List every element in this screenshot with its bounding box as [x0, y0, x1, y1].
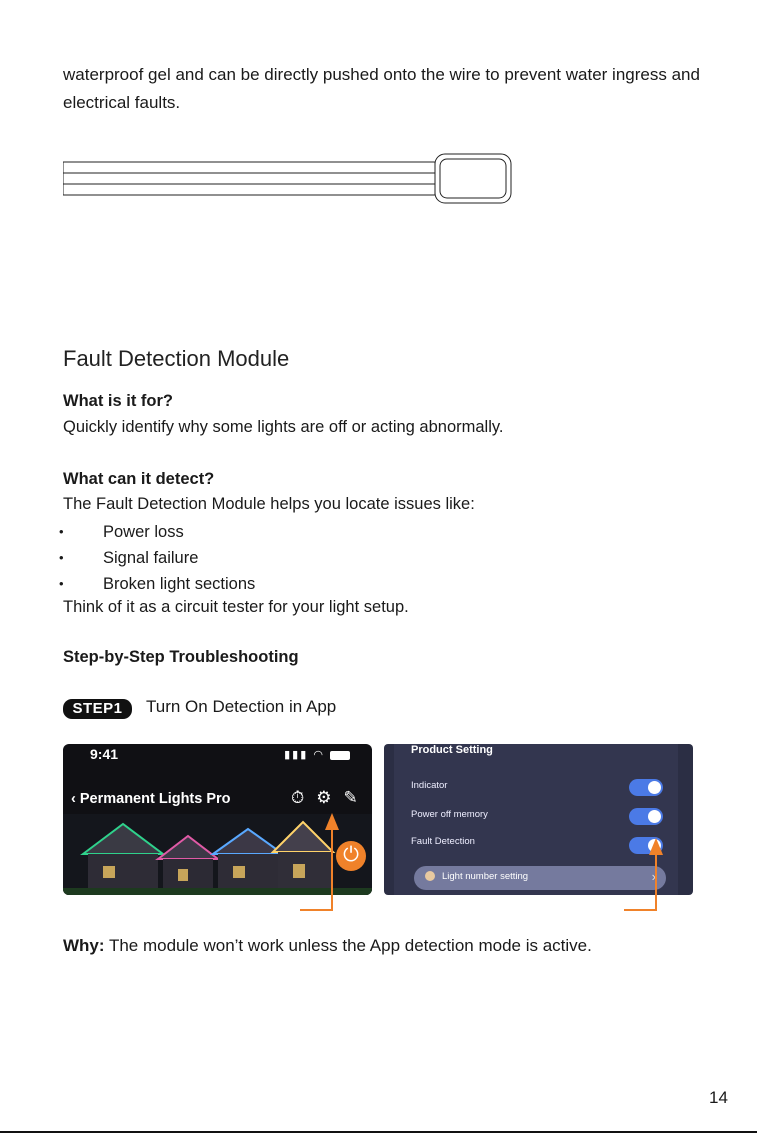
signal-icon: ▮▮▮: [284, 749, 309, 761]
intro-paragraph: waterproof gel and can be directly pushed onto the wire to prevent water ingress and electrical faults.: [63, 65, 700, 112]
cable-connector-diagram: [63, 153, 513, 205]
list-item: • Power loss: [63, 519, 255, 545]
detect-outro: Think of it as a circuit tester for your light setup.: [63, 598, 409, 616]
light-number-label: Light number setting: [442, 871, 529, 882]
question-heading-purpose: What is it for?: [63, 392, 173, 410]
step-badge: STEP1: [63, 699, 132, 719]
setting-label-power-off-memory: Power off memory: [411, 809, 488, 820]
power-icon[interactable]: ⏻: [336, 841, 366, 871]
setting-label-fault-detection: Fault Detection: [411, 836, 475, 847]
callout-arrows: [0, 740, 757, 920]
edit-pencil-icon[interactable]: ✎: [343, 788, 370, 807]
setting-label-indicator: Indicator: [411, 780, 448, 791]
settings-title: Product Setting: [411, 744, 493, 756]
list-item: • Broken light sections: [63, 571, 255, 597]
why-label: Why:: [63, 936, 105, 955]
page-number: 14: [709, 1088, 728, 1107]
back-chevron-icon[interactable]: ‹: [71, 791, 80, 807]
app-title: Permanent Lights Pro: [79, 791, 231, 807]
wifi-icon: ◠: [313, 749, 325, 761]
detect-intro: The Fault Detection Module helps you locate issues like:: [63, 495, 475, 513]
step-title: Turn On Detection in App: [146, 697, 337, 716]
chevron-right-icon: ›: [651, 869, 656, 884]
bottom-divider: [0, 1131, 757, 1133]
why-note: [63, 936, 592, 956]
troubleshooting-heading: Step-by-Step Troubleshooting: [63, 648, 299, 666]
status-time: 9:41: [90, 746, 119, 762]
why-text: The module won’t work unless the App detection mode is active.: [108, 936, 592, 955]
issue-list: [63, 519, 255, 597]
question-heading-detect: What can it detect?: [63, 470, 215, 488]
answer-purpose: Quickly identify why some lights are off or acting abnormally.: [63, 418, 504, 436]
section-title: Fault Detection Module: [63, 346, 290, 371]
gear-icon[interactable]: ⚙: [316, 788, 344, 807]
list-item: • Signal failure: [63, 545, 255, 571]
timer-icon[interactable]: ⏱: [291, 788, 317, 807]
